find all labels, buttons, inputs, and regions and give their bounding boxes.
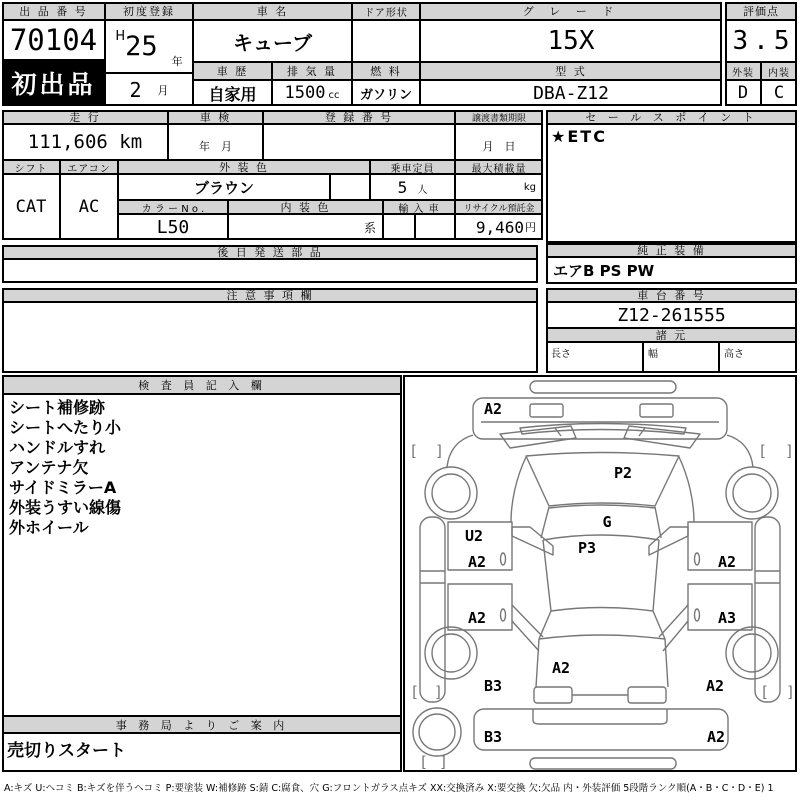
history-header: 車 歴 <box>193 62 272 80</box>
door-shape-value <box>352 20 420 62</box>
inspector-note: ハンドルすれ <box>9 438 106 457</box>
inspection-header: 車 検 <box>168 110 263 124</box>
damage-label-rear-bumper-right: A2 <box>706 728 726 746</box>
damage-label-left-fender: U2 <box>464 527 484 545</box>
capacity-number: 5 <box>397 177 408 197</box>
recycle-deposit-value <box>455 214 543 240</box>
corner-marker: ] <box>786 683 796 701</box>
car-damage-diagram <box>403 375 797 772</box>
door-shape-header: ドア形状 <box>352 2 420 20</box>
corner-marker: [ <box>758 442 768 460</box>
damage-label-left-quarter: B3 <box>483 677 503 695</box>
lot-number: 70104 <box>2 20 105 60</box>
spec-width: 幅 <box>643 342 719 373</box>
transfer-docs-value: 月 日 <box>455 124 543 160</box>
corner-marker: [ <box>410 683 420 701</box>
displacement-header: 排 気 量 <box>272 62 352 80</box>
damage-label-rear-hatch: A2 <box>551 659 571 677</box>
inspection-value: 年 月 <box>168 124 263 160</box>
damage-label-rear-bumper-left: B3 <box>483 728 503 746</box>
import-value-right <box>415 214 455 240</box>
car-name: キューブ <box>193 20 352 62</box>
equipment-header: 純 正 装 備 <box>546 243 797 257</box>
model-code-value: DBA-Z12 <box>420 80 722 106</box>
car-name-header: 車 名 <box>193 2 352 20</box>
displacement-unit: cc <box>328 90 340 101</box>
damage-label-right-front-door: A2 <box>717 553 737 571</box>
equipment-value: エアB PS PW <box>546 257 797 284</box>
corner-marker: [ <box>419 753 429 771</box>
year-unit: 年 <box>171 55 183 68</box>
exterior-grade: D <box>725 80 761 106</box>
damage-label-hood: P2 <box>613 464 633 482</box>
car-outline <box>413 381 780 769</box>
corner-marker: ] <box>439 753 449 771</box>
corner-marker: ] <box>785 442 795 460</box>
damage-label-front-bumper: A2 <box>483 400 503 418</box>
exterior-grade-header: 外装 <box>725 62 761 80</box>
inspector-notes-header: 検 査 員 記 入 欄 <box>2 375 402 394</box>
spec-length: 長さ <box>546 342 643 373</box>
recycle-unit: 円 <box>525 221 536 234</box>
damage-label-left-rear-door: A2 <box>467 609 487 627</box>
office-notice-text: 売切りスタート <box>2 733 402 772</box>
inspector-note: シート補修跡 <box>9 398 106 417</box>
color-no-value: L50 <box>118 214 228 240</box>
era-letter: H <box>115 29 126 44</box>
caution-box <box>2 302 538 373</box>
aircon-header: エアコン <box>60 160 118 174</box>
inspector-note: 外ホイール <box>9 518 89 537</box>
caution-header: 注 意 事 項 欄 <box>2 288 538 302</box>
transfer-docs-header: 譲渡書類期限 <box>455 110 543 124</box>
shift-header: シフト <box>2 160 60 174</box>
damage-label-right-rear-door: A3 <box>717 609 737 627</box>
first-registration-year <box>105 20 193 73</box>
interior-grade-header: 内装 <box>761 62 797 80</box>
legend-text: A:キズ U:ヘコミ B:キズを伴うヘコミ P:要塗装 W:補修跡 S:錆 C:腐食、穴 G:フロントガラス点キズ XX:交換済み X:要交換 欠:欠品 内・外装評価 5段階ランク順(A・B・C・D・E) 1 <box>4 783 774 794</box>
sales-point-text: ★ETC <box>546 124 797 243</box>
color-no-header: カ ラ ー N o . <box>118 200 228 214</box>
lot-number-header: 出 品 番 号 <box>2 2 105 20</box>
inspector-note: サイドミラーA <box>9 478 117 497</box>
era-year: 25 <box>125 31 158 62</box>
damage-label-left-front-door: A2 <box>467 553 487 571</box>
import-header: 輸 入 車 <box>383 200 455 214</box>
corner-marker: ] <box>434 683 444 701</box>
interior-color-value: 系 <box>228 214 383 240</box>
corner-markers <box>409 442 795 771</box>
mileage-value: 111,606 km <box>2 124 168 160</box>
shift-value: CAT <box>2 174 60 240</box>
corner-marker: [ <box>409 442 419 460</box>
later-parts-box <box>2 259 538 283</box>
exterior-color-extra <box>330 174 370 200</box>
corner-marker: [ <box>760 683 770 701</box>
first-registration-month <box>105 73 193 106</box>
import-value-left <box>383 214 415 240</box>
registration-number-value <box>263 124 455 160</box>
specs-header: 諸 元 <box>546 328 797 342</box>
inspector-note: シートへたり小 <box>9 418 122 437</box>
interior-color-header: 内 装 色 <box>228 200 383 214</box>
score-value: 3.5 <box>725 20 797 62</box>
score-header: 評価点 <box>725 2 797 20</box>
registration-number-header: 登 録 番 号 <box>263 110 455 124</box>
spec-height: 高さ <box>719 342 797 373</box>
later-parts-header: 後 日 発 送 部 品 <box>2 245 538 259</box>
office-notice-header: 事 務 局 よ り ご 案 内 <box>2 716 402 733</box>
history-value: 自家用 <box>193 80 272 106</box>
first-registration-header: 初度登録 <box>105 2 193 20</box>
chassis-number-value: Z12-261555 <box>546 302 797 328</box>
grade-header: グ レ ー ド <box>420 2 722 20</box>
exterior-color-value: ブラウン <box>118 174 330 200</box>
aircon-value: AC <box>60 174 118 240</box>
inspector-note: 外装うすい線傷 <box>9 498 122 517</box>
month-unit: 月 <box>157 83 169 97</box>
fuel-value: ガソリン <box>352 80 420 106</box>
recycle-fee: 9,460 <box>475 217 524 237</box>
displacement-value <box>272 80 352 106</box>
inspector-note: アンテナ欠 <box>9 458 89 477</box>
month-value: 2 <box>129 77 142 102</box>
corner-marker: ] <box>435 442 445 460</box>
interior-grade: C <box>761 80 797 106</box>
damage-label-right-quarter: A2 <box>705 677 725 695</box>
first-listing-badge: 初出品 <box>2 60 105 106</box>
chassis-number-header: 車 台 番 号 <box>546 288 797 302</box>
damage-label-roof: P3 <box>577 539 597 557</box>
max-load-value: kg <box>455 174 543 200</box>
exterior-color-header: 外 装 色 <box>118 160 370 174</box>
damage-label-windshield: G <box>602 513 612 531</box>
capacity-value <box>370 174 455 200</box>
displacement-number: 1500 <box>284 83 326 103</box>
mileage-header: 走 行 <box>2 110 168 124</box>
model-code-header: 型 式 <box>420 62 722 80</box>
grade-value: 15X <box>420 20 722 62</box>
recycle-deposit-header: リサイクル預託金 <box>455 200 543 214</box>
capacity-header: 乗車定員 <box>370 160 455 174</box>
sales-point-header: セ ー ル ス ポ イ ン ト <box>546 110 797 124</box>
inspector-notes-box <box>2 394 402 716</box>
fuel-header: 燃 料 <box>352 62 420 80</box>
max-load-header: 最大積載量 <box>455 160 543 174</box>
capacity-unit: 人 <box>417 185 428 196</box>
